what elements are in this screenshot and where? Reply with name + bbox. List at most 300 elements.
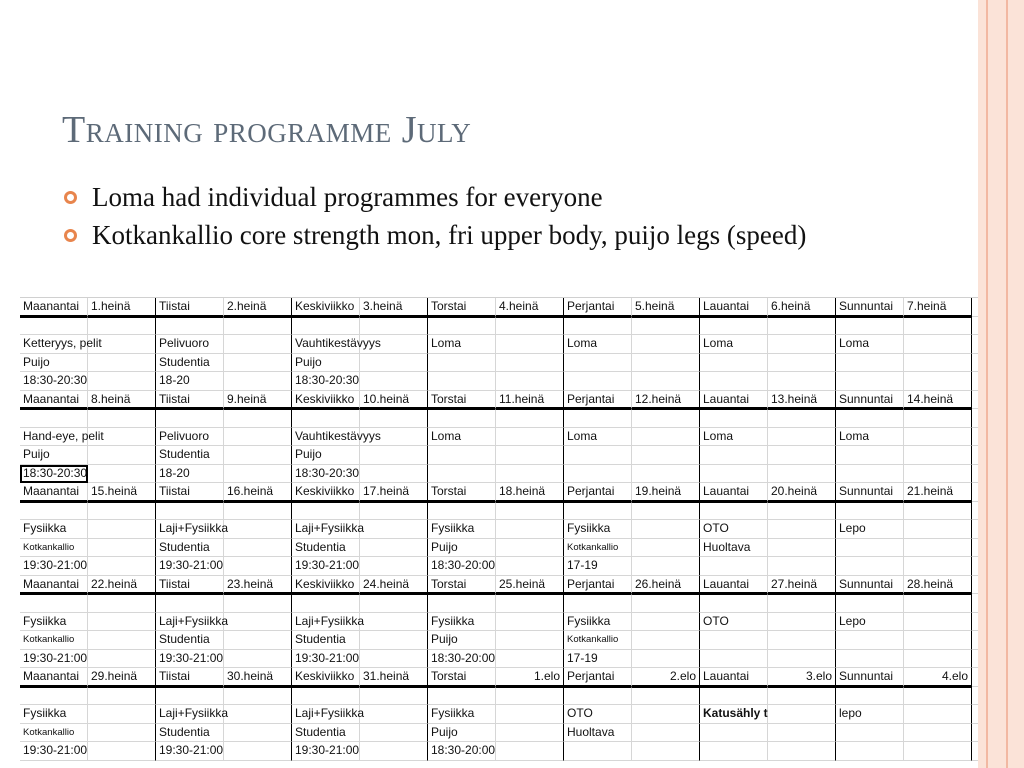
sheet-cell (768, 354, 836, 373)
sheet-cell (496, 335, 564, 354)
sheet-cell (564, 372, 632, 391)
sheet-cell (496, 520, 564, 539)
sheet-cell: Kotkankallio (564, 539, 632, 558)
sheet-cell (428, 502, 496, 521)
sheet-cell (632, 705, 700, 724)
sheet-cell: Fysiikka (428, 705, 496, 724)
sheet-cell: Studentia (292, 631, 360, 650)
sheet-header-cell: Torstai (428, 668, 496, 687)
sheet-cell: 17-19 (564, 650, 632, 669)
sheet-cell (768, 409, 836, 428)
sheet-cell (496, 372, 564, 391)
sheet-cell (360, 724, 428, 743)
sheet-cell (632, 446, 700, 465)
sheet-cell (768, 539, 836, 558)
sheet-header-cell: Sunnuntai (836, 391, 904, 410)
sheet-cell (496, 539, 564, 558)
sheet-cell (224, 594, 292, 613)
sheet-header-cell: Tiistai (156, 576, 224, 595)
sheet-cell (360, 687, 428, 706)
sheet-cell: Puijo (428, 724, 496, 743)
sheet-cell: Studentia (156, 539, 224, 558)
sheet-cell: Puijo (292, 446, 360, 465)
sheet-header-cell: 2.elo (632, 668, 700, 687)
sheet-cell: 19:30-21:00 (156, 650, 224, 669)
sheet-cell: Kotkankallio (20, 631, 88, 650)
sheet-header-cell: 7.heinä (904, 298, 972, 317)
sheet-cell (632, 557, 700, 576)
sheet-cell: Kotkankallio (564, 631, 632, 650)
spreadsheet-image (20, 297, 978, 768)
sheet-cell: Studentia (156, 724, 224, 743)
sheet-cell: 19:30-21:00 (292, 742, 360, 761)
sheet-cell: Lepo (836, 520, 904, 539)
sheet-cell (496, 465, 564, 484)
sheet-cell: Kotkankallio (20, 539, 88, 558)
sheet-cell (836, 539, 904, 558)
sheet-cell (20, 409, 88, 428)
sheet-header-cell: 30.heinä (224, 668, 292, 687)
sheet-cell (224, 428, 292, 447)
sheet-cell: Laji+Fysiikka (156, 520, 224, 539)
sheet-cell: 18-20 (156, 372, 224, 391)
sheet-cell (88, 594, 156, 613)
sheet-cell (836, 742, 904, 761)
sheet-cell (224, 409, 292, 428)
sheet-cell (564, 502, 632, 521)
sheet-cell (836, 409, 904, 428)
sheet-cell (496, 613, 564, 632)
sheet-cell (496, 354, 564, 373)
sheet-cell (836, 465, 904, 484)
sheet-header-cell: 20.heinä (768, 483, 836, 502)
sheet-cell (156, 687, 224, 706)
sheet-cell (904, 354, 972, 373)
sheet-cell (360, 465, 428, 484)
sheet-header-cell: Perjantai (564, 483, 632, 502)
sheet-header-cell: Maanantai (20, 576, 88, 595)
sheet-cell: Studentia (292, 539, 360, 558)
sheet-header-cell: 9.heinä (224, 391, 292, 410)
sheet-cell (564, 354, 632, 373)
sheet-edge-cell (972, 557, 978, 576)
sheet-cell: Fysiikka (428, 520, 496, 539)
sheet-cell (904, 613, 972, 632)
sheet-header-cell: 15.heinä (88, 483, 156, 502)
sheet-cell (904, 742, 972, 761)
sheet-cell: 18:30-20:30 (20, 372, 88, 391)
sheet-header-cell: 21.heinä (904, 483, 972, 502)
sheet-cell (700, 557, 768, 576)
sheet-cell (20, 594, 88, 613)
sheet-cell: 19:30-21:00 (292, 650, 360, 669)
sheet-cell: Loma (700, 428, 768, 447)
sheet-header-cell: 4.heinä (496, 298, 564, 317)
sheet-cell (224, 631, 292, 650)
sheet-cell (292, 409, 360, 428)
sheet-cell (904, 557, 972, 576)
sheet-cell (904, 705, 972, 724)
sheet-cell (496, 557, 564, 576)
sheet-cell (564, 409, 632, 428)
sheet-cell (632, 631, 700, 650)
sheet-header-cell: 27.heinä (768, 576, 836, 595)
sheet-cell: 19:30-21:00 (156, 742, 224, 761)
sheet-header-cell: Tiistai (156, 391, 224, 410)
sheet-cell (836, 687, 904, 706)
sheet-cell (88, 705, 156, 724)
decor-stripe (978, 0, 986, 768)
sheet-header-cell: Maanantai (20, 668, 88, 687)
sheet-edge-cell (972, 372, 978, 391)
sheet-header-cell: 10.heinä (360, 391, 428, 410)
sheet-cell (496, 631, 564, 650)
sheet-cell (632, 354, 700, 373)
sheet-cell (632, 742, 700, 761)
sheet-cell (768, 335, 836, 354)
sheet-cell: 18:30-20:30 (20, 465, 88, 484)
slide-title: Training programme July (62, 109, 472, 151)
sheet-cell (88, 465, 156, 484)
sheet-edge-cell (972, 483, 978, 502)
sheet-cell (428, 317, 496, 336)
sheet-cell (700, 465, 768, 484)
sheet-cell: Laji+Fysiikka (292, 705, 360, 724)
sheet-cell (428, 687, 496, 706)
sheet-header-cell: 22.heinä (88, 576, 156, 595)
sheet-cell: Puijo (428, 539, 496, 558)
sheet-cell (88, 650, 156, 669)
sheet-edge-cell (972, 354, 978, 373)
sheet-edge-cell (972, 687, 978, 706)
sheet-cell: 19:30-21:00 (20, 557, 88, 576)
sheet-cell (564, 687, 632, 706)
sheet-cell (632, 613, 700, 632)
bullet-list (64, 182, 944, 258)
sheet-cell (904, 594, 972, 613)
sheet-header-cell: 28.heinä (904, 576, 972, 595)
sheet-cell (564, 317, 632, 336)
sheet-cell (700, 354, 768, 373)
sheet-edge-cell (972, 594, 978, 613)
sheet-cell (496, 724, 564, 743)
sheet-cell (564, 594, 632, 613)
sheet-cell: Pelivuoro (156, 428, 224, 447)
sheet-header-cell: Maanantai (20, 298, 88, 317)
sheet-cell (632, 409, 700, 428)
sheet-cell (700, 650, 768, 669)
sheet-edge-cell (972, 613, 978, 632)
sheet-cell (496, 687, 564, 706)
sheet-cell (700, 409, 768, 428)
sheet-edge-cell (972, 742, 978, 761)
sheet-cell (88, 557, 156, 576)
sheet-cell: Ketteryys, pelit (20, 335, 88, 354)
sheet-header-cell: Keskiviikko (292, 576, 360, 595)
sheet-header-cell: 18.heinä (496, 483, 564, 502)
sheet-cell: 18:30-20:30 (292, 465, 360, 484)
sheet-cell (836, 724, 904, 743)
sheet-cell (360, 428, 428, 447)
sheet-cell (700, 446, 768, 465)
sheet-header-cell: Maanantai (20, 483, 88, 502)
sheet-cell (904, 539, 972, 558)
sheet-cell: Katusähly t (700, 705, 768, 724)
sheet-cell (224, 650, 292, 669)
sheet-cell (632, 372, 700, 391)
sheet-cell (292, 502, 360, 521)
sheet-header-cell: Sunnuntai (836, 668, 904, 687)
sheet-cell (360, 372, 428, 391)
bullet-text: Loma had individual programmes for everyone (92, 182, 603, 212)
sheet-cell: Loma (836, 335, 904, 354)
bullet-item (64, 182, 944, 212)
sheet-cell (904, 335, 972, 354)
sheet-cell (496, 705, 564, 724)
sheet-cell: Fysiikka (564, 520, 632, 539)
sheet-header-cell: 1.heinä (88, 298, 156, 317)
sheet-cell (224, 372, 292, 391)
sheet-cell (360, 613, 428, 632)
sheet-cell (224, 335, 292, 354)
sheet-cell (428, 465, 496, 484)
sheet-header-cell: Torstai (428, 576, 496, 595)
sheet-cell (224, 520, 292, 539)
sheet-edge-cell (972, 520, 978, 539)
sheet-cell (768, 520, 836, 539)
sheet-cell (360, 317, 428, 336)
sheet-cell (428, 354, 496, 373)
sheet-header-cell: Lauantai (700, 576, 768, 595)
sheet-cell (224, 687, 292, 706)
decor-stripe (1008, 0, 1024, 768)
sheet-cell (496, 317, 564, 336)
sheet-header-cell: 26.heinä (632, 576, 700, 595)
sheet-cell (292, 317, 360, 336)
sheet-cell: Studentia (156, 631, 224, 650)
sheet-cell (20, 687, 88, 706)
sheet-cell (156, 317, 224, 336)
sheet-cell (904, 372, 972, 391)
sheet-cell (224, 502, 292, 521)
sheet-header-cell: Keskiviikko (292, 483, 360, 502)
sheet-cell: Laji+Fysiikka (156, 613, 224, 632)
sheet-cell (768, 594, 836, 613)
sheet-cell (768, 428, 836, 447)
sheet-cell (632, 317, 700, 336)
sheet-header-cell: Keskiviikko (292, 668, 360, 687)
sheet-cell (632, 335, 700, 354)
sheet-cell: OTO (700, 520, 768, 539)
sheet-cell (88, 409, 156, 428)
sheet-cell (564, 446, 632, 465)
sheet-cell (428, 446, 496, 465)
sheet-cell (156, 502, 224, 521)
sheet-edge-cell (972, 631, 978, 650)
sheet-header-cell: Sunnuntai (836, 576, 904, 595)
sheet-header-cell: 11.heinä (496, 391, 564, 410)
sheet-cell: Loma (428, 428, 496, 447)
sheet-cell (496, 502, 564, 521)
sheet-cell (768, 465, 836, 484)
sheet-cell (496, 409, 564, 428)
sheet-cell: Loma (836, 428, 904, 447)
sheet-edge-cell (972, 724, 978, 743)
sheet-cell (88, 742, 156, 761)
sheet-cell (224, 354, 292, 373)
sheet-cell (496, 446, 564, 465)
sheet-cell (904, 465, 972, 484)
sheet-cell (20, 502, 88, 521)
sheet-cell (836, 631, 904, 650)
sheet-cell: Hand-eye, pelit (20, 428, 88, 447)
sheet-header-cell: Lauantai (700, 483, 768, 502)
sheet-cell (632, 687, 700, 706)
sheet-cell (768, 446, 836, 465)
sheet-cell (768, 557, 836, 576)
sheet-cell (768, 705, 836, 724)
sheet-cell: Fysiikka (564, 613, 632, 632)
sheet-cell: Loma (700, 335, 768, 354)
sheet-cell (88, 446, 156, 465)
sheet-cell (564, 465, 632, 484)
sheet-cell (224, 705, 292, 724)
sheet-cell (88, 687, 156, 706)
sheet-header-cell: Torstai (428, 391, 496, 410)
sheet-edge-cell (972, 317, 978, 336)
sheet-cell (156, 409, 224, 428)
sheet-cell (836, 650, 904, 669)
sheet-cell (904, 687, 972, 706)
sheet-cell (496, 594, 564, 613)
sheet-cell: Loma (564, 428, 632, 447)
sheet-cell: 18-20 (156, 465, 224, 484)
sheet-header-cell: 17.heinä (360, 483, 428, 502)
sheet-cell: Loma (428, 335, 496, 354)
sheet-edge-cell (972, 650, 978, 669)
sheet-cell: OTO (700, 613, 768, 632)
sheet-cell (904, 446, 972, 465)
sheet-header-cell: 31.heinä (360, 668, 428, 687)
sheet-cell (768, 317, 836, 336)
sheet-cell (700, 742, 768, 761)
sheet-header-cell: Tiistai (156, 668, 224, 687)
sheet-header-cell: Lauantai (700, 298, 768, 317)
sheet-cell (768, 742, 836, 761)
sheet-cell (700, 502, 768, 521)
sheet-cell (496, 742, 564, 761)
sheet-header-cell: Perjantai (564, 298, 632, 317)
sheet-cell (224, 613, 292, 632)
sheet-cell (836, 502, 904, 521)
sheet-cell (632, 502, 700, 521)
sheet-cell (904, 317, 972, 336)
sheet-header-cell: 3.elo (768, 668, 836, 687)
sheet-cell: Studentia (292, 724, 360, 743)
sheet-header-cell: Keskiviikko (292, 298, 360, 317)
sheet-cell (768, 724, 836, 743)
sheet-edge-cell (972, 465, 978, 484)
sheet-cell: Studentia (156, 354, 224, 373)
sheet-cell (224, 317, 292, 336)
sheet-cell (88, 354, 156, 373)
sheet-cell (360, 539, 428, 558)
sheet-cell: Vauhtikestävyys (292, 428, 360, 447)
sheet-edge-cell (972, 576, 978, 595)
bullet-item (64, 220, 944, 250)
sheet-header-cell: 23.heinä (224, 576, 292, 595)
sheet-cell (360, 650, 428, 669)
sheet-header-cell: Keskiviikko (292, 391, 360, 410)
sheet-cell (700, 594, 768, 613)
sheet-cell (360, 557, 428, 576)
sheet-cell: Laji+Fysiikka (292, 520, 360, 539)
sheet-cell (88, 372, 156, 391)
sheet-cell (428, 409, 496, 428)
sheet-header-cell: Torstai (428, 298, 496, 317)
sheet-cell: Loma (564, 335, 632, 354)
sheet-cell: Laji+Fysiikka (156, 705, 224, 724)
sheet-cell: Fysiikka (20, 613, 88, 632)
sheet-cell (700, 372, 768, 391)
sheet-cell (632, 465, 700, 484)
sheet-cell (88, 631, 156, 650)
sheet-cell (836, 594, 904, 613)
sheet-cell (88, 613, 156, 632)
bullet-ring-icon (64, 191, 77, 204)
sheet-cell: Pelivuoro (156, 335, 224, 354)
sheet-cell (360, 520, 428, 539)
bullet-text: Kotkankallio core strength mon, fri upper body, puijo legs (speed) (92, 220, 807, 250)
sheet-header-cell: 8.heinä (88, 391, 156, 410)
sheet-header-cell: 24.heinä (360, 576, 428, 595)
sheet-cell: Huoltava (564, 724, 632, 743)
sheet-cell (224, 539, 292, 558)
sheet-cell (768, 687, 836, 706)
sheet-cell (836, 317, 904, 336)
sheet-header-cell: 12.heinä (632, 391, 700, 410)
sheet-cell (88, 502, 156, 521)
sheet-cell: 18:30-20:00 (428, 557, 496, 576)
sheet-edge-cell (972, 705, 978, 724)
sheet-cell (768, 613, 836, 632)
decor-stripe (988, 0, 1006, 768)
sheet-cell (224, 446, 292, 465)
sheet-edge-cell (972, 446, 978, 465)
sheet-header-cell: 4.elo (904, 668, 972, 687)
bullet-ring-icon (64, 229, 77, 242)
sheet-header-cell: 5.heinä (632, 298, 700, 317)
sheet-cell (360, 742, 428, 761)
sheet-cell (904, 409, 972, 428)
sheet-header-cell: Perjantai (564, 668, 632, 687)
sheet-edge-cell (972, 668, 978, 687)
sheet-cell (292, 594, 360, 613)
sheet-header-cell: Sunnuntai (836, 298, 904, 317)
sheet-cell (428, 372, 496, 391)
sheet-cell (768, 372, 836, 391)
sheet-header-cell: Lauantai (700, 668, 768, 687)
sheet-header-cell: 25.heinä (496, 576, 564, 595)
sheet-edge-cell (972, 298, 978, 317)
sheet-header-cell: Lauantai (700, 391, 768, 410)
sheet-cell: Laji+Fysiikka (292, 613, 360, 632)
sheet-cell (224, 557, 292, 576)
sheet-header-cell: 2.heinä (224, 298, 292, 317)
sheet-cell (836, 354, 904, 373)
sheet-header-cell: 29.heinä (88, 668, 156, 687)
sheet-edge-cell (972, 391, 978, 410)
